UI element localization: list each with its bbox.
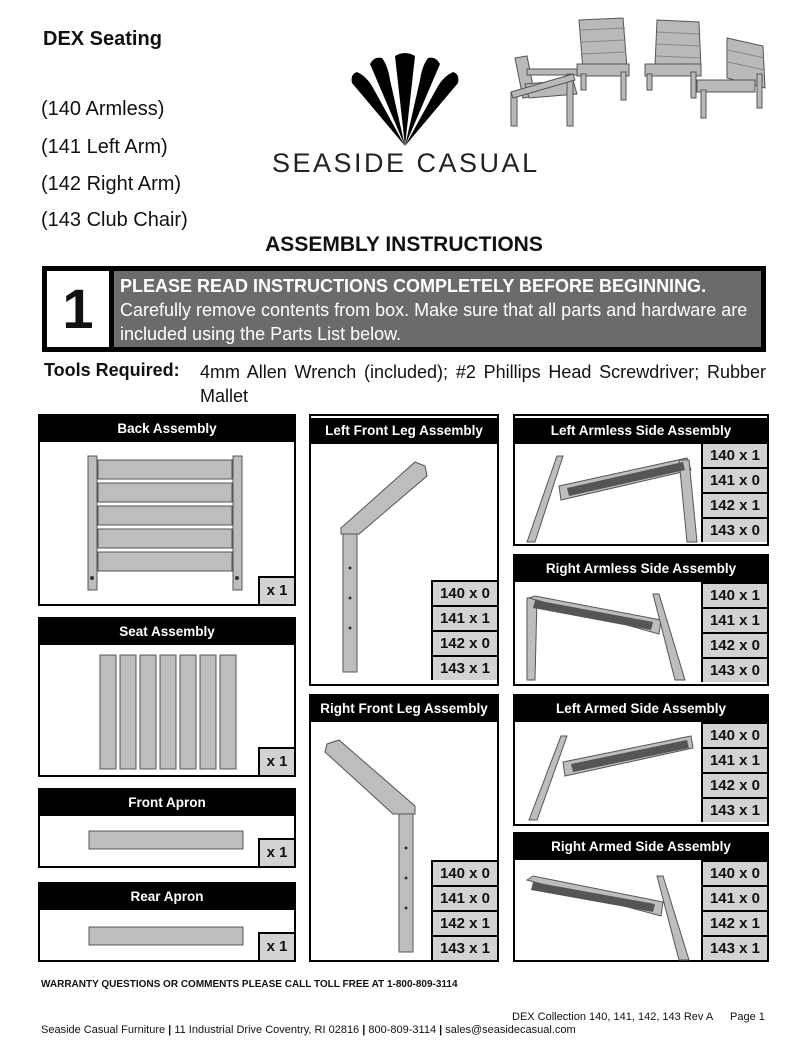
part-name: Left Front Leg Assembly: [311, 418, 497, 444]
count-142: 142 x 1: [701, 492, 767, 517]
back-assembly-drawing: [86, 454, 246, 592]
left-front-leg-drawing: [337, 458, 437, 676]
warranty-note: WARRANTY QUESTIONS OR COMMENTS PLEASE CALL TOLL FREE AT 1-800-809-3114: [41, 979, 458, 990]
left-armed-side-drawing: [523, 732, 701, 824]
count-140: 140 x 0: [701, 860, 767, 885]
count-143: 143 x 1: [431, 935, 497, 960]
part-name: Back Assembly: [40, 416, 294, 442]
count-143: 143 x 0: [701, 517, 767, 542]
seashell-logo-icon: [348, 50, 463, 147]
part-name: Right Front Leg Assembly: [311, 696, 497, 722]
count-142: 142 x 1: [431, 910, 497, 935]
part-quantity: x 1: [258, 838, 294, 866]
part-left-armless-side: [513, 414, 769, 546]
part-name: Right Armed Side Assembly: [515, 834, 767, 860]
part-front-apron: [38, 788, 296, 868]
right-armed-side-drawing: [523, 870, 701, 962]
step-headline: PLEASE READ INSTRUCTIONS COMPLETELY BEFORE BEGINNING.: [120, 276, 707, 296]
model-140: (140 Armless): [41, 98, 165, 120]
part-back-assembly: [38, 414, 296, 606]
part-right-front-leg: [309, 694, 499, 962]
count-141: 141 x 0: [431, 885, 497, 910]
chairs-illustration: [505, 14, 770, 130]
count-141: 141 x 0: [701, 467, 767, 492]
company-email[interactable]: sales@seasidecasual.com: [445, 1024, 576, 1036]
tools-list: 4mm Allen Wrench (included); #2 Phillips Head Screwdriver; Rubber Mallet: [200, 362, 766, 406]
assembly-instructions-heading: ASSEMBLY INSTRUCTIONS: [265, 233, 543, 256]
step-number: 1: [47, 271, 109, 347]
count-141: 141 x 0: [701, 885, 767, 910]
front-apron-drawing: [88, 830, 248, 852]
company-address: 11 Industrial Drive Coventry, RI 02816: [174, 1024, 360, 1036]
step-text: [114, 271, 761, 347]
count-142: 142 x 0: [431, 630, 497, 655]
model-count-list: [701, 582, 767, 682]
count-143: 143 x 0: [701, 657, 767, 682]
model-count-list: [701, 442, 767, 542]
rear-apron-drawing: [88, 926, 248, 948]
part-right-armed-side: [513, 832, 769, 962]
count-143: 143 x 1: [431, 655, 497, 680]
part-name: Seat Assembly: [40, 619, 294, 645]
part-seat-assembly: [38, 617, 296, 777]
part-left-armed-side: [513, 694, 769, 826]
model-143: (143 Club Chair): [41, 209, 188, 231]
model-count-list: [431, 860, 497, 960]
part-quantity: x 1: [258, 932, 294, 960]
count-142: 142 x 0: [701, 632, 767, 657]
count-141: 141 x 1: [701, 747, 767, 772]
part-name: Front Apron: [40, 790, 294, 816]
part-name: Right Armless Side Assembly: [515, 556, 767, 582]
model-141: (141 Left Arm): [41, 136, 168, 158]
count-140: 140 x 1: [701, 582, 767, 607]
model-count-list: [701, 860, 767, 960]
step-1-panel: [42, 266, 766, 352]
page-number: Page 1: [730, 1011, 765, 1023]
count-143: 143 x 1: [701, 935, 767, 960]
count-140: 140 x 0: [701, 722, 767, 747]
right-armless-side-drawing: [523, 592, 701, 684]
count-141: 141 x 1: [701, 607, 767, 632]
right-front-leg-drawing: [323, 738, 423, 956]
company-name: Seaside Casual Furniture: [41, 1024, 166, 1036]
part-right-armless-side: [513, 554, 769, 686]
count-142: 142 x 0: [701, 772, 767, 797]
left-armless-side-drawing: [523, 454, 701, 544]
count-140: 140 x 1: [701, 442, 767, 467]
company-footer: Seaside Casual Furniture | 11 Industrial Drive Coventry, RI 02816 | 800-809-3114 | sales@seasidecasual.com: [41, 1024, 576, 1036]
brand-name: SEASIDE CASUAL: [272, 148, 540, 178]
part-quantity: x 1: [258, 576, 294, 604]
seat-assembly-drawing: [98, 653, 240, 773]
part-name: Left Armed Side Assembly: [515, 696, 767, 722]
count-140: 140 x 0: [431, 580, 497, 605]
part-name: Left Armless Side Assembly: [515, 418, 767, 444]
model-count-list: [701, 722, 767, 822]
model-142: (142 Right Arm): [41, 173, 182, 195]
count-142: 142 x 1: [701, 910, 767, 935]
part-rear-apron: [38, 882, 296, 962]
count-141: 141 x 1: [431, 605, 497, 630]
document-title: DEX Seating: [43, 28, 162, 50]
count-143: 143 x 1: [701, 797, 767, 822]
tools-label: Tools Required:: [44, 360, 180, 380]
model-count-list: [431, 580, 497, 680]
step-body: Carefully remove contents from box. Make sure that all parts and hardware are included using the Parts List below.: [120, 300, 748, 344]
part-left-front-leg: [309, 414, 499, 686]
revision-label: DEX Collection 140, 141, 142, 143 Rev A: [512, 1011, 714, 1023]
part-name: Rear Apron: [40, 884, 294, 910]
part-quantity: x 1: [258, 747, 294, 775]
company-phone[interactable]: 800-809-3114: [368, 1024, 437, 1036]
count-140: 140 x 0: [431, 860, 497, 885]
